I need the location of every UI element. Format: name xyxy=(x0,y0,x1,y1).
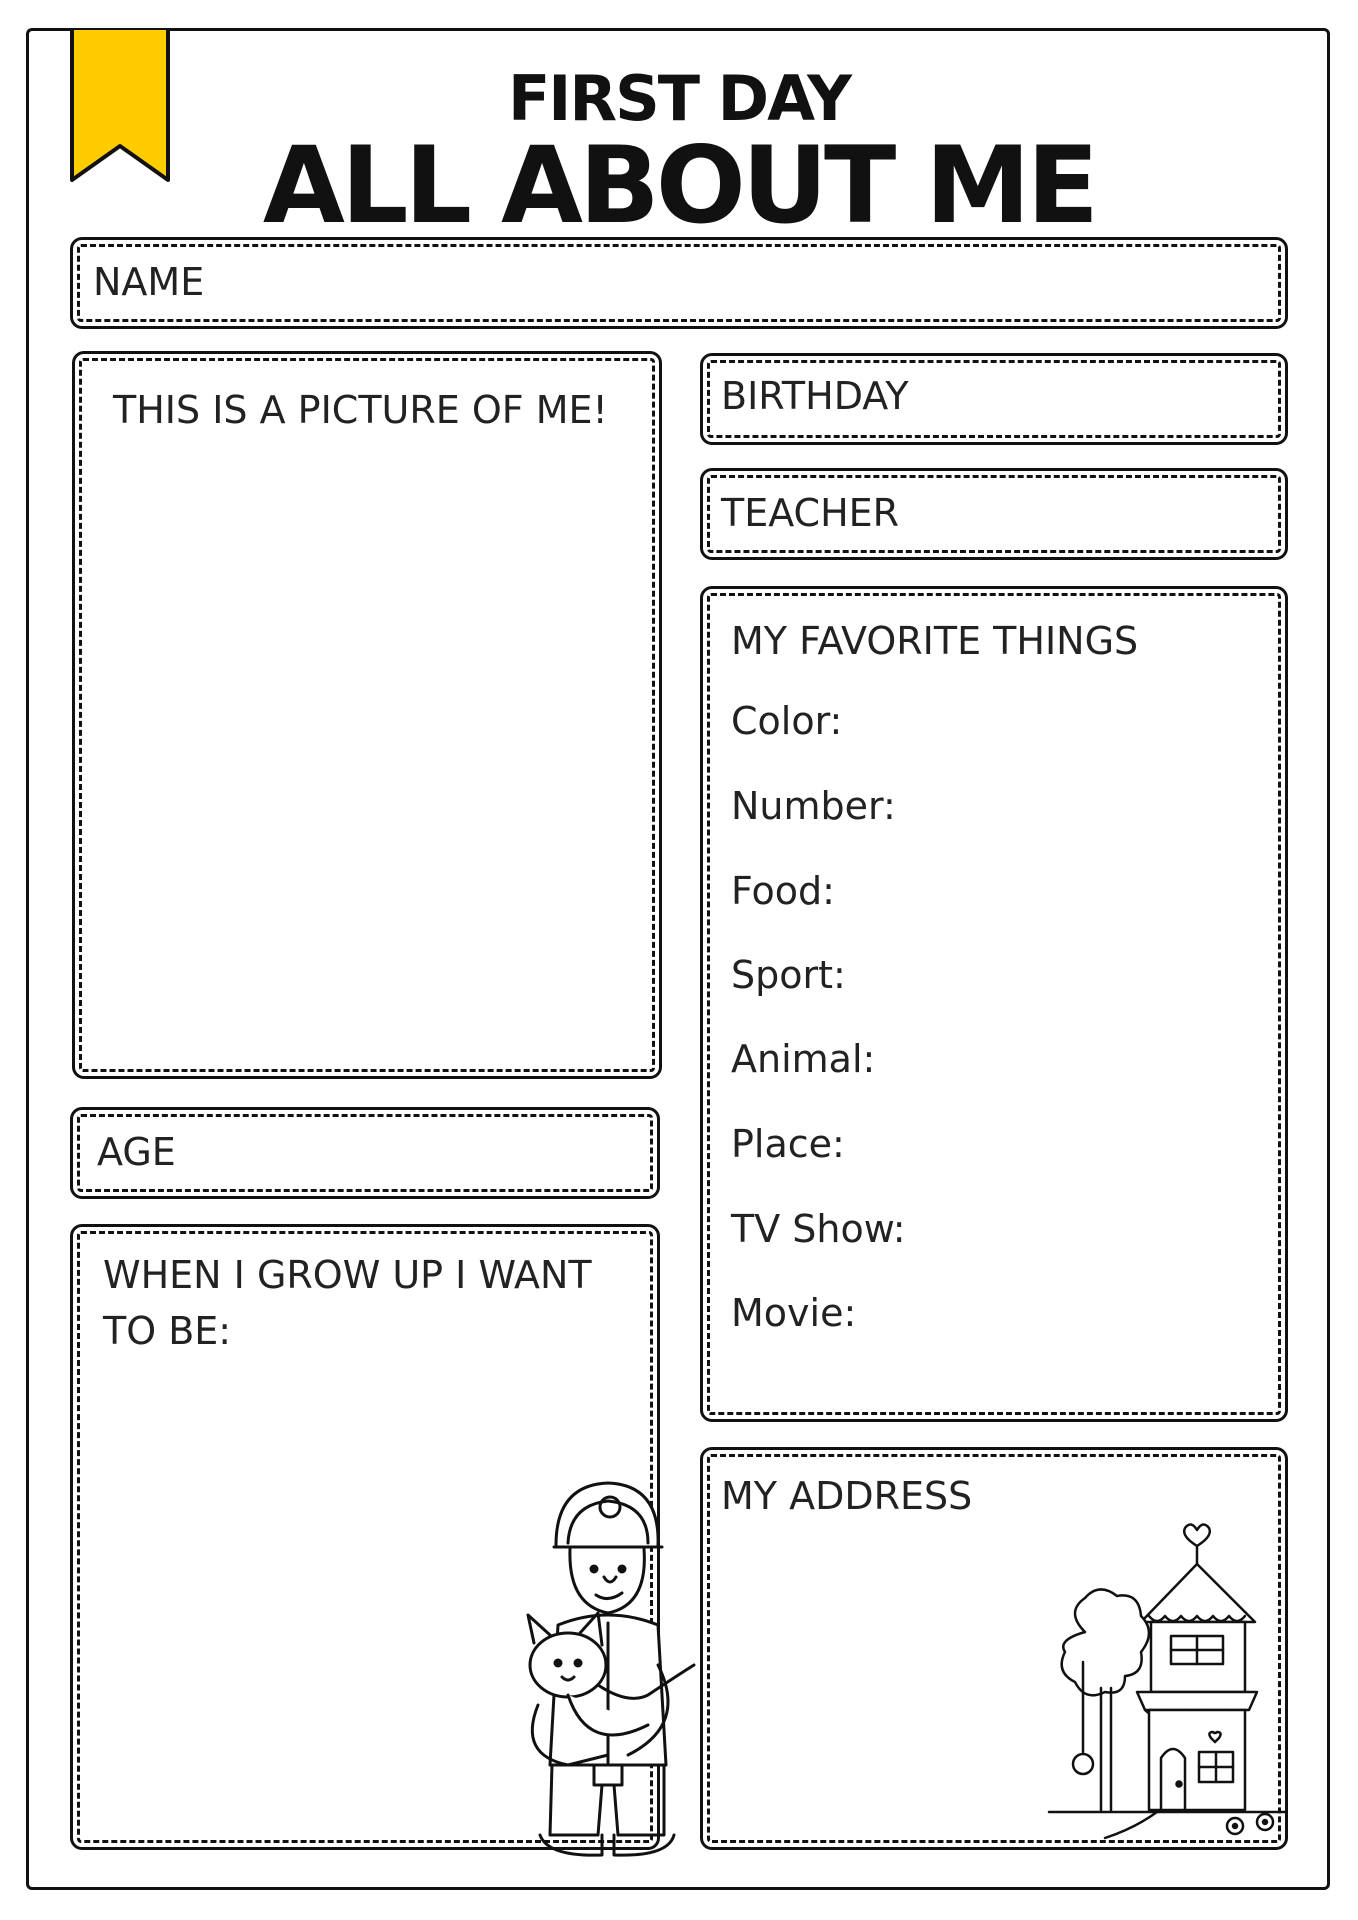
teacher-label: TEACHER xyxy=(721,491,900,535)
address-label: MY ADDRESS xyxy=(721,1474,973,1518)
favorite-number: Number: xyxy=(731,784,896,828)
name-label: NAME xyxy=(93,260,205,304)
favorite-things-heading: MY FAVORITE THINGS xyxy=(731,619,1139,663)
picture-label: THIS IS A PICTURE OF ME! xyxy=(113,388,608,432)
grow-up-label-line1: WHEN I GROW UP I WANT xyxy=(103,1253,592,1297)
picture-box[interactable] xyxy=(72,351,662,1079)
page-title: ALL ABOUT ME xyxy=(262,124,1096,247)
favorite-sport: Sport: xyxy=(731,953,846,997)
name-field[interactable] xyxy=(70,237,1288,329)
favorite-food: Food: xyxy=(731,869,835,913)
favorite-animal: Animal: xyxy=(731,1037,876,1081)
house-illustration xyxy=(1045,1512,1290,1842)
teacher-field[interactable] xyxy=(700,468,1288,560)
birthday-field[interactable] xyxy=(700,353,1288,445)
favorite-color: Color: xyxy=(731,699,843,743)
favorite-things-box[interactable] xyxy=(700,586,1288,1422)
favorite-movie: Movie: xyxy=(731,1291,857,1335)
firefighter-with-cat-illustration xyxy=(498,1465,718,1865)
favorite-tv-show: TV Show: xyxy=(731,1207,906,1251)
age-field[interactable] xyxy=(70,1107,660,1199)
age-label: AGE xyxy=(97,1130,176,1174)
favorite-place: Place: xyxy=(731,1122,845,1166)
page-subtitle: FIRST DAY xyxy=(507,62,851,135)
birthday-label: BIRTHDAY xyxy=(721,374,909,418)
grow-up-label-line2: TO BE: xyxy=(103,1309,232,1353)
